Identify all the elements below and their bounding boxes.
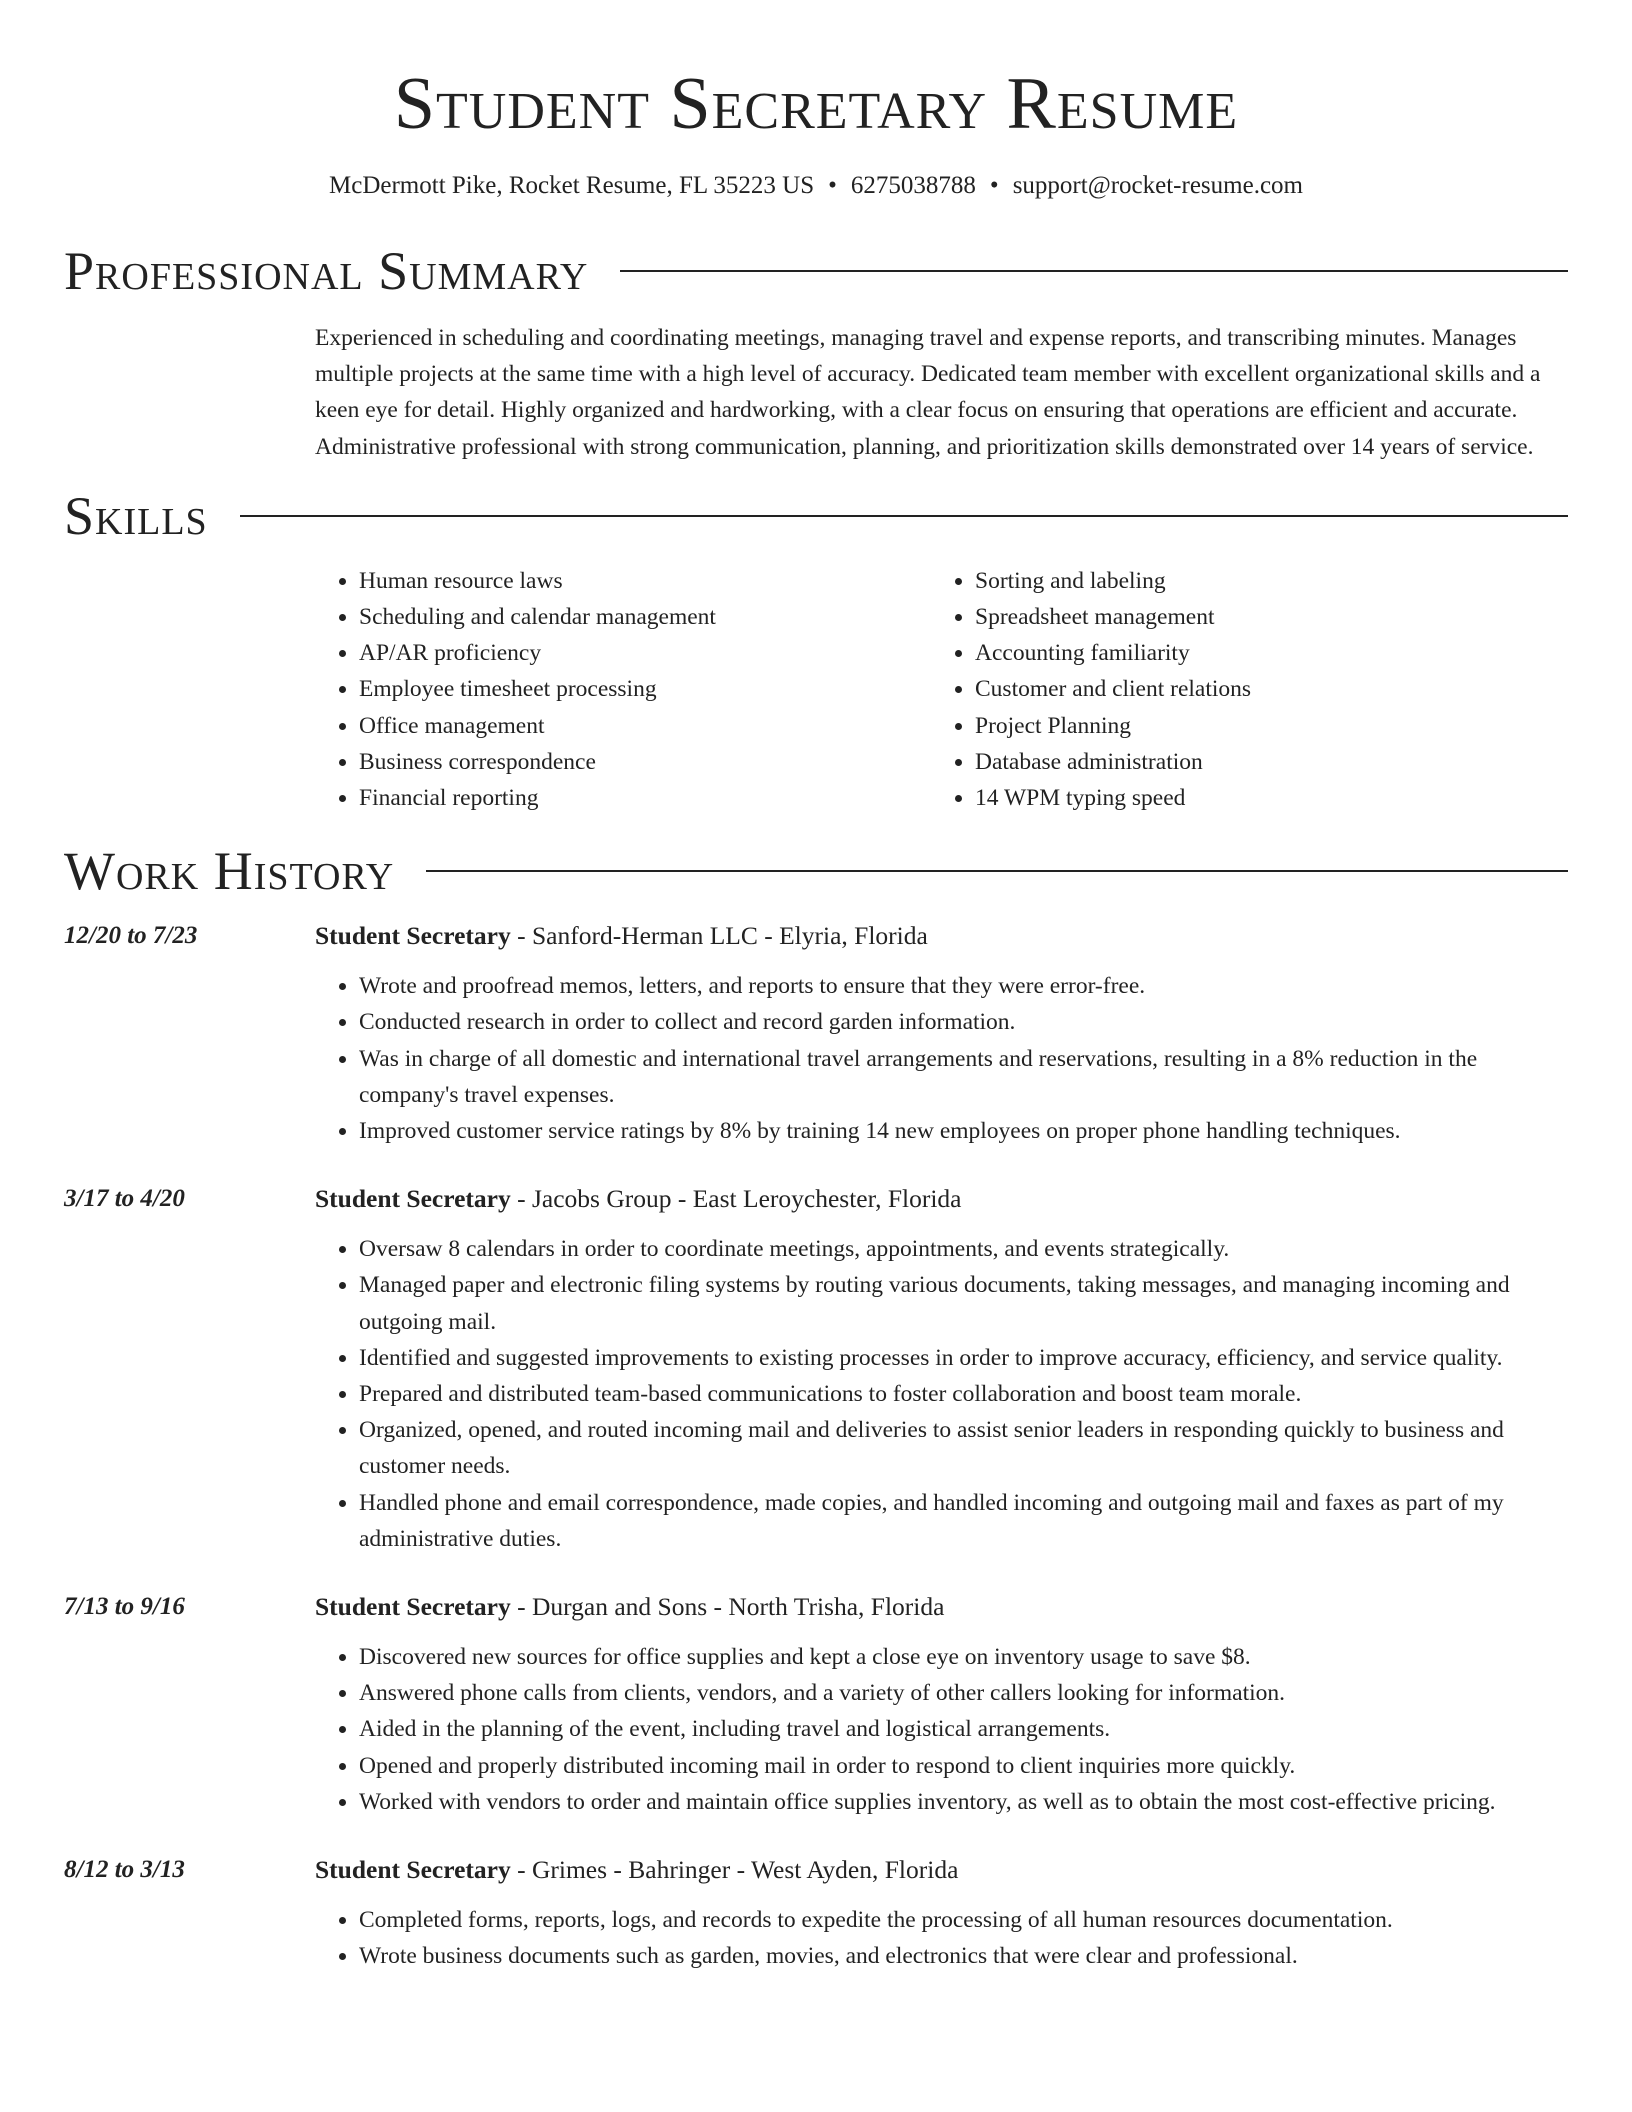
job-title-line bbox=[315, 1589, 1568, 1625]
job-bullet: • Organized, opened, and routed incoming mail and deliveries to assist senior leaders in responding quickly to business and customer needs. bbox=[359, 1412, 1568, 1484]
job-bullet: • Was in charge of all domestic and international travel arrangements and reservations, resulting in a 8% reduction in the company's travel expenses. bbox=[359, 1041, 1568, 1113]
job-title-line bbox=[315, 1852, 1568, 1888]
resume-title: Student Secretary Resume bbox=[393, 63, 1239, 145]
job-bullets bbox=[315, 1231, 1568, 1557]
summary-heading: Professional Summary bbox=[64, 241, 589, 301]
skill-item: • Spreadsheet management bbox=[975, 599, 1547, 635]
skills-block bbox=[315, 563, 1568, 816]
section-divider bbox=[240, 515, 1568, 517]
job-bullet: • Opened and properly distributed incoming mail in order to respond to client inquiries more quickly. bbox=[359, 1748, 1568, 1784]
job-dates: 12/20 to 7/23 bbox=[64, 922, 198, 950]
job-body bbox=[315, 1181, 1568, 1557]
job-bullet: • Wrote and proofread memos, letters, and reports to ensure that they were error-free. bbox=[359, 968, 1568, 1004]
job-bullets bbox=[315, 1902, 1568, 1974]
contact-address: McDermott Pike, Rocket Resume, FL 35223 US bbox=[329, 172, 815, 199]
job-body bbox=[315, 1589, 1568, 1820]
work-heading: Work History bbox=[64, 841, 395, 902]
job-title: Student Secretary bbox=[315, 921, 511, 951]
job-title-line bbox=[315, 1181, 1568, 1217]
skills-list-right bbox=[931, 563, 1547, 816]
contact-phone: 6275038788 bbox=[850, 172, 976, 199]
section-divider bbox=[426, 870, 1568, 872]
contact-separator: • bbox=[989, 172, 999, 199]
skill-item: • Scheduling and calendar management bbox=[359, 599, 931, 635]
job-title: Student Secretary bbox=[315, 1855, 511, 1885]
skill-item: • Financial reporting bbox=[359, 780, 931, 816]
job-bullet: • Oversaw 8 calendars in order to coordinate meetings, appointments, and events strategically. bbox=[359, 1231, 1568, 1267]
contact-email: support@rocket-resume.com bbox=[1012, 172, 1303, 199]
job-entry bbox=[64, 918, 1568, 1149]
job-title: Student Secretary bbox=[315, 1184, 511, 1214]
section-divider bbox=[620, 270, 1568, 272]
job-body bbox=[315, 1852, 1568, 1974]
job-dates: 8/12 to 3/13 bbox=[64, 1856, 185, 1884]
job-dates: 3/17 to 4/20 bbox=[64, 1185, 185, 1213]
skill-item: • Database administration bbox=[975, 744, 1547, 780]
job-bullet: • Aided in the planning of the event, including travel and logistical arrangements. bbox=[359, 1711, 1568, 1747]
skills-list-left bbox=[315, 563, 931, 816]
job-bullet: • Conducted research in order to collect and record garden information. bbox=[359, 1004, 1568, 1040]
skill-item: • Accounting familiarity bbox=[975, 635, 1547, 671]
job-bullet: • Wrote business documents such as garden, movies, and electronics that were clear and professional. bbox=[359, 1938, 1568, 1974]
job-entry bbox=[64, 1181, 1568, 1557]
job-bullet: • Identified and suggested improvements to existing processes in order to improve accuracy, efficiency, and service quality. bbox=[359, 1340, 1568, 1376]
skill-item: • Business correspondence bbox=[359, 744, 931, 780]
job-bullet: • Worked with vendors to order and maintain office supplies inventory, as well as to obtain the most cost-effective pricing. bbox=[359, 1784, 1568, 1820]
summary-text: Experienced in scheduling and coordinating meetings, managing travel and expense reports, and transcribing minutes. Manages multiple projects at the same time with a high level of accuracy. Dedicated team member with excellent organizational skills and a keen eye for detail. Highly organized and hardworking, with a clear focus on ensuring that operations are efficient and accurate. Administrative professional with strong communication, planning, and prioritization skills demonstrated over 14 years of service. bbox=[315, 325, 1541, 460]
job-company: - Grimes - Bahringer - West Ayden, Florida bbox=[510, 1855, 959, 1885]
job-bullets bbox=[315, 968, 1568, 1149]
summary-section-header bbox=[64, 236, 1568, 306]
job-title-line bbox=[315, 918, 1568, 954]
job-bullet: • Discovered new sources for office supplies and kept a close eye on inventory usage to save $8. bbox=[359, 1639, 1568, 1675]
job-entry bbox=[64, 1589, 1568, 1820]
summary-block bbox=[315, 320, 1568, 465]
job-company: - Jacobs Group - East Leroychester, Florida bbox=[510, 1184, 962, 1214]
contact-separator: • bbox=[828, 172, 837, 199]
skill-item: • Sorting and labeling bbox=[975, 563, 1547, 599]
resume-page bbox=[64, 0, 1568, 1975]
job-bullet: • Managed paper and electronic filing systems by routing various documents, taking messages, and managing incoming and outgoing mail. bbox=[359, 1267, 1568, 1339]
job-bullet: • Completed forms, reports, logs, and records to expedite the processing of all human resources documentation. bbox=[359, 1902, 1568, 1938]
job-company: - Durgan and Sons - North Trisha, Florida bbox=[510, 1592, 945, 1622]
skill-item: • 14 WPM typing speed bbox=[975, 780, 1547, 816]
work-section-header bbox=[64, 836, 1568, 906]
job-title: Student Secretary bbox=[315, 1592, 511, 1622]
job-dates: 7/13 to 9/16 bbox=[64, 1593, 185, 1621]
skills-heading: Skills bbox=[64, 485, 208, 546]
job-bullet: • Handled phone and email correspondence, made copies, and handled incoming and outgoing mail and faxes as part of my administrative duties. bbox=[359, 1485, 1568, 1557]
job-entry bbox=[64, 1852, 1568, 1974]
skill-item: • Office management bbox=[359, 708, 931, 744]
job-bullet: • Answered phone calls from clients, vendors, and a variety of other callers looking for information. bbox=[359, 1675, 1568, 1711]
skill-item: • Customer and client relations bbox=[975, 671, 1547, 707]
skills-section-header bbox=[64, 481, 1568, 551]
skill-item: • Employee timesheet processing bbox=[359, 671, 931, 707]
skill-item: • Human resource laws bbox=[359, 563, 931, 599]
job-bullet: • Improved customer service ratings by 8% by training 14 new employees on proper phone handling techniques. bbox=[359, 1113, 1568, 1149]
job-company: - Sanford-Herman LLC - Elyria, Florida bbox=[510, 921, 928, 951]
contact-line bbox=[64, 170, 1568, 202]
job-body bbox=[315, 918, 1568, 1149]
job-bullets bbox=[315, 1639, 1568, 1820]
job-bullet: • Prepared and distributed team-based communications to foster collaboration and boost team morale. bbox=[359, 1376, 1568, 1412]
skill-item: • Project Planning bbox=[975, 708, 1547, 744]
skill-item: • AP/AR proficiency bbox=[359, 635, 931, 671]
